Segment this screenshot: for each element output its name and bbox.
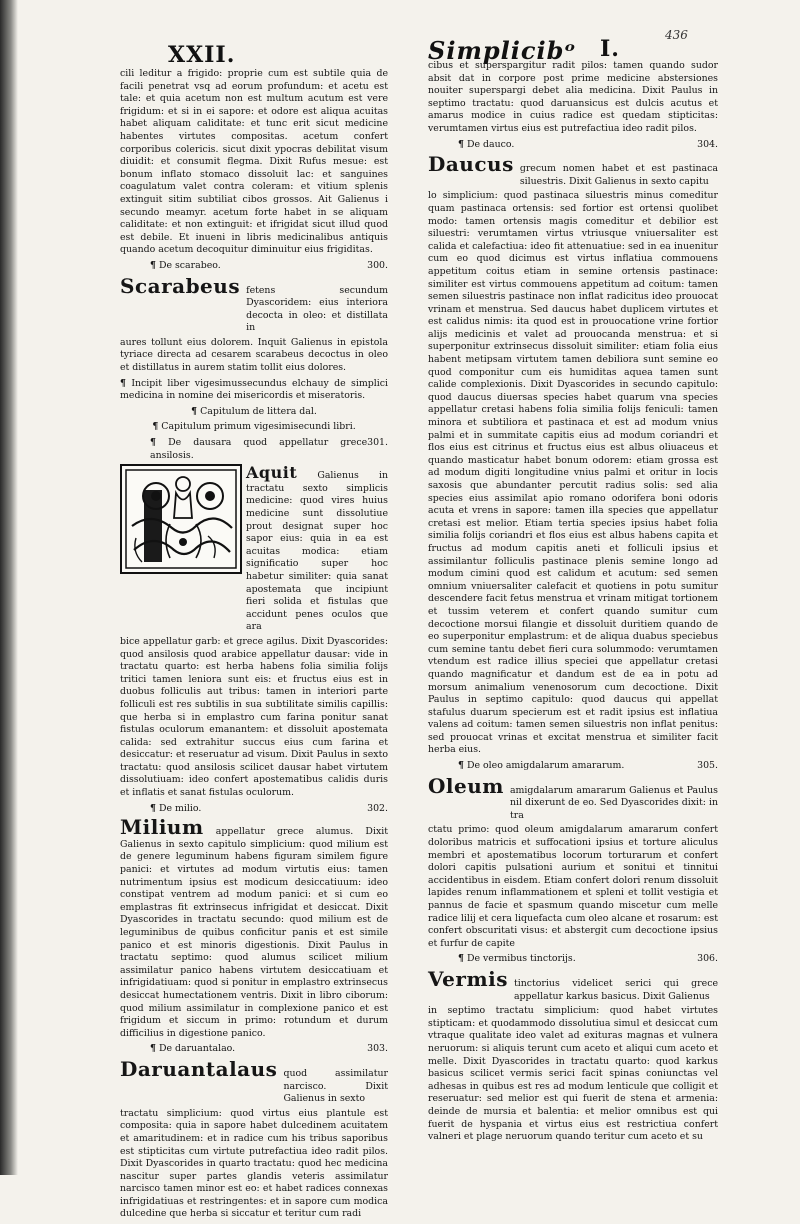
crossref-label: De milio. bbox=[158, 802, 202, 814]
chapter-title-2 bbox=[120, 421, 388, 434]
milium-text: appellatur grece alumus. Dixit Galienus in sexto capitulo simplicium: quod milium est de genere leguminum habens figuram similem figure panici: et virtutes ad modum virtutis eius: tamen nutrimentum ipsius est modicum desiccatiuum: ideo constipat ventrem ad modum panici: et si cum eo emplastras fit extrinsecus infrigidat et desiccat. Dixit Dyascorides in tractatu secundo: quod milium est de leguminibus de quibus conficitur panis et est simile panico et est minoris digestionis. Dixit Paulus in tractatu septimo: quod alumus scilicet milium assimilatur panico habens virtutem desiccatiuam et infrigidatiuam: quod si ponitur in emplastro extrinsecus desiccat humectationem ventris. Dixit in libro ciborum: quod milium assimilatur in complexione panico et est frigidum et siccum in primo: rotundum et durum difficilius in digestione panico. bbox=[120, 826, 388, 1039]
headword-milium: Milium bbox=[120, 815, 204, 840]
pilcrow-icon: ¶ bbox=[150, 437, 156, 449]
running-head-left: XXII. bbox=[168, 42, 236, 68]
running-head-numeral: I. bbox=[600, 36, 620, 62]
scarabeus-text: aures tollunt eius dolorem. Inquit Galienus in epistola tyriace directa ad cesarem scarabeus decoctus in oleo et distillatus in aurem statim tollit eius dolores. bbox=[120, 336, 388, 374]
pilcrow-icon: ¶ bbox=[458, 953, 464, 965]
crossref-label: De scarabeo. bbox=[158, 259, 221, 271]
headword-daucus: Daucus bbox=[428, 152, 514, 177]
headword-vermis: Vermis bbox=[428, 966, 508, 991]
acetum-text: cili leditur a frigido: proprie cum est subtile quia de facili penetrat vsq ad eorum profundum: et acetu est tale: et quia acetum non est multum acutum est vere frigidum: et si in ei sapore: et odore est aliqua acuitas habet aliquam caliditate: et tunc erit sicut medicine habentes virtutes compositas. acetum confert corporibus colericis. sicut dixit ypocras debilitat visum diuidit: et consumit flegma. Dixit Rufus mesue: est bonum inflato stomaco dissoluit lac: et sanguines coagulatum valet contra coleram: et vitium splenis extinguit sitim subtiliat cibos grossos. Ait Galienus i secundo meamyr. acetum forte habet in se aliquam caliditate: et non extinguit: et ifrigidat sicut illud quod est debile. Et inueni in libris medicinalibus antiquis quando acetum decoquitur diminuitur eius frigiditas. bbox=[120, 68, 388, 256]
incipit bbox=[120, 378, 388, 403]
floral-woodcut-icon bbox=[122, 466, 240, 572]
pilcrow-icon: ¶ bbox=[150, 259, 156, 271]
chapter-title-1 bbox=[120, 406, 388, 419]
daruantalaus-lead: quod assimilatur narcisco. Dixit Galienus in sexto bbox=[283, 1067, 388, 1105]
entry-number: 303. bbox=[367, 1043, 388, 1055]
entry-vermis bbox=[428, 966, 718, 1003]
pilcrow-icon: ¶ bbox=[458, 760, 464, 772]
crossref-label: De dausara quod appellatur grece ansilosis. bbox=[150, 437, 368, 461]
pilcrow-icon: ¶ bbox=[152, 421, 159, 433]
entry-number: 306. bbox=[697, 953, 718, 965]
crossref-daruantalao bbox=[120, 1043, 388, 1056]
aquit-text: Galienus in tractatu sexto simplicis medicine: quod vires huius medicine sunt dissolutiue prout designat super hoc sapor eius: quia in ea est acuitas modica: etiam significatio super hoc habetur similiter: quia sanat apostemata que incipiunt fieri solida et fistulas que accidunt penes oculos que ara bbox=[246, 470, 388, 633]
daucus-text: lo simplicium: quod pastinaca siluestris minus comeditur quam pastinaca ortensis: sed fortior est ortensi quolibet modo: tamen ortensis magis comeditur et debilior est siluestri: verumtamen virtus vtriusque vniuersaliter est calida et calefactiua: ideo fit attenuatiue: sed in ea inuenitur cum eo quod dicimus est virtus inflatiua commouens appetitum coitus etiam in semine ortensis pastinace: similiter est virtus commouens appetitum ad coitum: tamen semen siluestris pastinace non inflat radicitus ideo prouocat vrinam et menstrua. Sed daucus habet duplicem virtutes et est calidus nimis: ita quod est in prouocatione vrine fortior alijs medicinis et valet ad prouocanda menstrua: et si superponitur extrinsecus dissoluit similiter: etiam folia eius habent metipsam virtutem tamen debiliora sunt semine eo quod componitur cum eis humiditas aquea tamen sunt calide complexionis. Dixit Dyascorides in secundo capitulo: quod daucus diuersas species habet quarum vna species appellatur cretasi habens folia similia folijs feniculi: tamen minora et subtiliora et pastinaca et est ad modum vnius palmi et in summitate capitis eius ad modum coriandri et flos eius est citrinus et fructus eius est albus oliuaceus et quando masticatur habet bonum odorem: etiam grossa est ad modum digiti longitudine vnius palmi et oritur in locis saxosis que abundanter percutit radius solis: sed alia species eius assimilat apio romano odorifera boni odoris acuta et vrens in sapore: tamen illa species que appellatur cretasi est melior. Etiam tertia species ipsius habet folia similia folijs coriandri et flos eius est albus habens capita et fructus ad modum capitis aneti et folliculi ipsius et assimilantur folliculis pastinace plenis semine longo ad modum cimini quod est calidum et acutum: sed semen omnium vniuersaliter calefacit et quotiens in potu sumitur descendere facit fetus menstrua et vrinam mitigat tortionem et tussim veterem et confert quando sumitur cum decoctione morsui filangie et dissoluit duritiem quando de eo superponitur emplastrum: et de aliqua duabus speciebus cum semine tantu debet fieri cura solummodo: verumtamen vtendum est radice illius speciei que appellatur cretasi quando magnificatur et dandum est de ea in potu ad morsum animalium venenosorum cum decoctione. Dixit Paulus in septimo capitulo: quod daucus qui appellat stafulus duarum specierum est et radit ipsius est inflatiua valens ad coitum: tamen semen siluestris non inflat penitus: sed prouocat vrinas et excitat menstrua et similiter facit herba eius. bbox=[428, 190, 718, 756]
crossref-scarabeo bbox=[120, 260, 388, 273]
pilcrow-icon: ¶ bbox=[191, 405, 198, 417]
crossref-label: De daruantalao. bbox=[158, 1043, 236, 1055]
entry-number: 300. bbox=[367, 259, 388, 271]
aquit-entry bbox=[246, 464, 388, 634]
headword-scarabeus: Scarabeus bbox=[120, 273, 241, 298]
entry-daucus bbox=[428, 154, 718, 188]
left-column bbox=[120, 68, 388, 1224]
crossref-dauco bbox=[428, 139, 718, 152]
headword-oleum: Oleum bbox=[428, 773, 504, 798]
vermis-lead: tinctorius videlicet serici qui grece appellatur karkus basicus. Dixit Galienus bbox=[513, 977, 718, 1002]
scarabeus-lead: fetens secundum Dyascoridem: eius interiora decocta in oleo: et distillata in bbox=[246, 284, 388, 334]
entry-scarabeus bbox=[120, 273, 388, 335]
entry-number: 305. bbox=[697, 760, 718, 772]
pilcrow-icon: ¶ bbox=[458, 138, 464, 150]
crossref-dausara bbox=[120, 437, 388, 462]
crossref-oleo bbox=[428, 760, 718, 773]
oleum-lead: amigdalarum amararum Galienus et Paulus nil dixerunt de eo. Sed Dyascorides dixit: in tra bbox=[509, 784, 718, 821]
dausar-text: bice appellatur garb: et grece agilus. Dixit Dyascorides: quod ansilosis quod arabice appellatur dausar: vide in tractatu quarto: est herba habens folia similia folijs tritici tamen leniora sunt eis: et fructus eius est in duobus folliculis aut tribus: tamen in interiori parte folliculi est res subtilis in sua subtilitate similis capillis: que herba si in emplastro cum farina ponitur sanat fistulas oculorum emanantem: et dissoluit apostemata calida: sed extrahitur succus eius cum farina et desiccatur: et reseruatur ad visum. Dixit Paulus in sexto tractatu: quod ansilosis scilicet dausar habet virtutem dissolutiuam: ideo confert apostematibus calidis duris et inflatis et sanat fistulas oculorum. bbox=[120, 635, 388, 799]
pilcrow-icon: ¶ bbox=[120, 377, 126, 389]
decorated-initial-block bbox=[120, 464, 388, 634]
daruansicus-text: cibus et superspargitur radit pilos: tamen quando sudor absit dat in corpore post prime medicine abstersiones nouiter superspargi debet alia medicina. Dixit Paulus in septimo tractatu: quod daruansicus est dulcis acutus et amarus modice in cuius radice est quedam stipticitas: verumtamen virtus eius est putrefactiua ideo radit pilos. bbox=[428, 60, 718, 134]
right-column bbox=[428, 60, 718, 1147]
pilcrow-icon: ¶ bbox=[150, 802, 156, 814]
entry-number: 301. bbox=[367, 437, 388, 449]
vermis-text: in septimo tractatu simplicium: quod habet virtutes stipticam: et quodammodo dissolutiua simul et desiccat cum vtraque qualitate ideo valet ad exituras magnas et vulnera neruorum: si aliquis terunt cum aceto et aliqui cum aceto et melle. Dixit Dyascorides in tractatu quarto: quod karkus basicus scilicet vermis serici facit spinas coniunctas vel adhesas in quibus est res ad modum lenticule que colligit et reseruatur: sed melior est qui fuerit de stena et armenia: deinde de mursia et balentia: et melior omnibus est qui fuerit de hyspania et virtus eius est restrictiua confert valneri et plage neruorum quando teritur cum aceto et su bbox=[428, 1005, 718, 1143]
crossref-label: De vermibus tinctorijs. bbox=[466, 953, 576, 965]
incipit-text: Incipit liber vigesimussecundus elchauy de simplici medicina in nomine dei misericordis et miseratoris. bbox=[120, 377, 388, 402]
daucus-lead: grecum nomen habet et est pastinaca siluestris. Dixit Galienus in sexto capitu bbox=[519, 163, 718, 187]
entry-number: 302. bbox=[367, 802, 388, 814]
entry-oleum bbox=[428, 773, 718, 823]
folio-number: 436 bbox=[665, 28, 688, 42]
pilcrow-icon: ¶ bbox=[150, 1043, 156, 1055]
entry-number: 304. bbox=[697, 138, 718, 150]
headword-daruantalaus: Daruantalaus bbox=[120, 1056, 278, 1081]
binding-edge bbox=[0, 0, 18, 1175]
crossref-milio bbox=[120, 803, 388, 816]
woodcut-initial-image bbox=[120, 464, 242, 574]
chapter-title-1-text: Capitulum de littera dal. bbox=[200, 405, 317, 417]
daruantalaus-text: tractatu simplicium: quod virtus eius plantule est composita: quia in sapore habet dulcedinem acuitatem et amaritudinem: et in radice cum his tribus saporibus est stipticitas cum virtute putrefactiua ideo radit pilos. Dixit Dyascorides in quarto tractatu: quod hec medicina nascitur super partes glandis veteris assimilatur narcisco tamen minor est eo: et habet radices connexas infrigidatiuas et restringentes: et in sapore cum modica dulcedine que herba si siccatur et teritur cum radi bbox=[120, 1107, 388, 1220]
entry-milium bbox=[120, 817, 388, 1040]
crossref-vermibus bbox=[428, 953, 718, 966]
oleum-text: ctatu primo: quod oleum amigdalarum amararum confert doloribus matricis et suffocationi ipsius et torture aliculus membri et apostematibus locorum torturarum et confert dolori capitis pulsationi aurium et sonitui et tinnitui accidentibus in eisdem. Etiam confert dolori renum dissoluit lapides renum inflammationem et spleni et tollit vestigia et pannus de facie et spasmum quando miscetur cum melle radice lilij et cera liquefacta cum oleo alcane et rosarum: est confert obscuritati visus: et abstergit cum decoctione ipsius et furfur de capite bbox=[428, 824, 718, 949]
running-head-title: Simplicibᵒ bbox=[428, 36, 577, 65]
crossref-label: De dauco. bbox=[466, 138, 515, 150]
entry-daruantalaus bbox=[120, 1056, 388, 1106]
chapter-title-2-text: Capitulum primum vigesimisecundi libri. bbox=[161, 421, 356, 433]
crossref-label: De oleo amigdalarum amararum. bbox=[466, 760, 625, 772]
headword-aquit: Aquit bbox=[246, 463, 298, 483]
